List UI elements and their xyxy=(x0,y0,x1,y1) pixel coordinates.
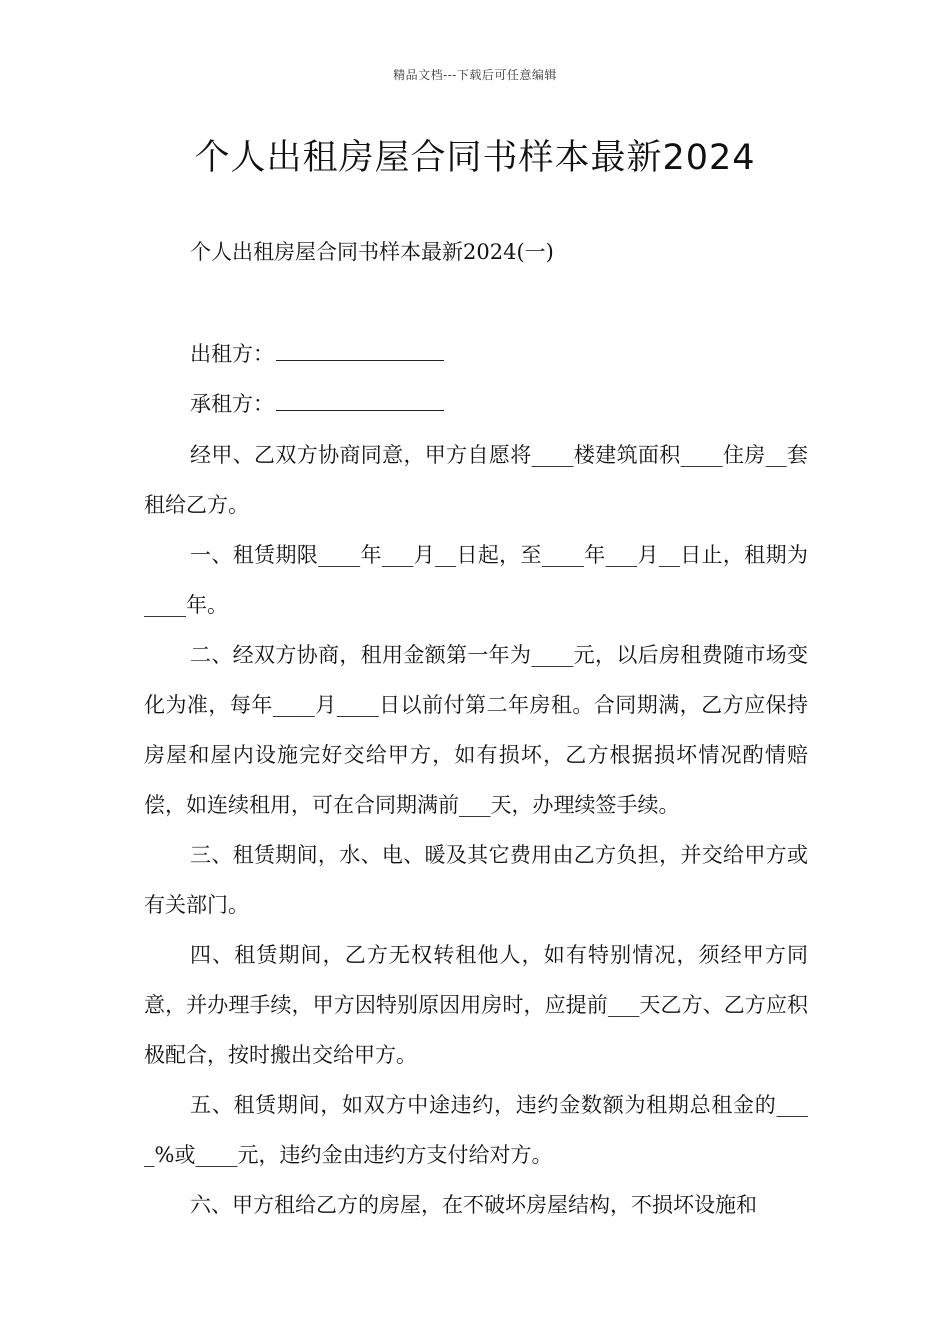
page-header: 精品文档---下载后可任意编辑 xyxy=(393,68,557,82)
paragraph-clause-6: 六、甲方租给乙方的房屋，在不破坏房屋结构，不损坏设施和 xyxy=(190,1193,757,1217)
paragraph-clause-3: 三、租赁期间，水、电、暖及其它费用由乙方负担，并交给甲方或有关部门。 xyxy=(144,843,808,917)
lessor-field xyxy=(190,338,444,368)
lessee-field xyxy=(190,388,444,418)
lessee-blank-line xyxy=(276,392,444,411)
paragraph-clause-5: 五、租赁期间，如双方中途违约，违约金数额为租期总租金的____%或____元，违约金由违约方支付给对方。 xyxy=(144,1093,808,1167)
paragraph-clause-1: 一、租赁期限____年___月__日起，至____年___月__日止，租期为____年。 xyxy=(144,543,808,617)
lessor-blank-line xyxy=(276,342,444,361)
lessee-label: 承租方： xyxy=(190,392,274,416)
paragraph-intro: 经甲、乙双方协商同意，甲方自愿将____楼建筑面积____住房__套租给乙方。 xyxy=(144,443,808,517)
document-title: 个人出租房屋合同书样本最新2024 xyxy=(194,138,756,178)
contract-body xyxy=(144,430,808,1230)
lessor-label: 出租方： xyxy=(190,342,274,366)
paragraph-clause-4: 四、租赁期间，乙方无权转租他人，如有特别情况，须经甲方同意，并办理手续，甲方因特别原因用房时，应提前___天乙方、乙方应积极配合，按时搬出交给甲方。 xyxy=(144,943,808,1067)
paragraph-clause-2: 二、经双方协商，租用金额第一年为____元，以后房租费随市场变化为准，每年____月____日以前付第二年房租。合同期满，乙方应保持房屋和屋内设施完好交给甲方，如有损坏，乙方根据损坏情况酌情赔偿，如连续租用，可在合同期满前___天，办理续签手续。 xyxy=(144,643,808,817)
document-subtitle: 个人出租房屋合同书样本最新2024(一) xyxy=(190,240,554,264)
